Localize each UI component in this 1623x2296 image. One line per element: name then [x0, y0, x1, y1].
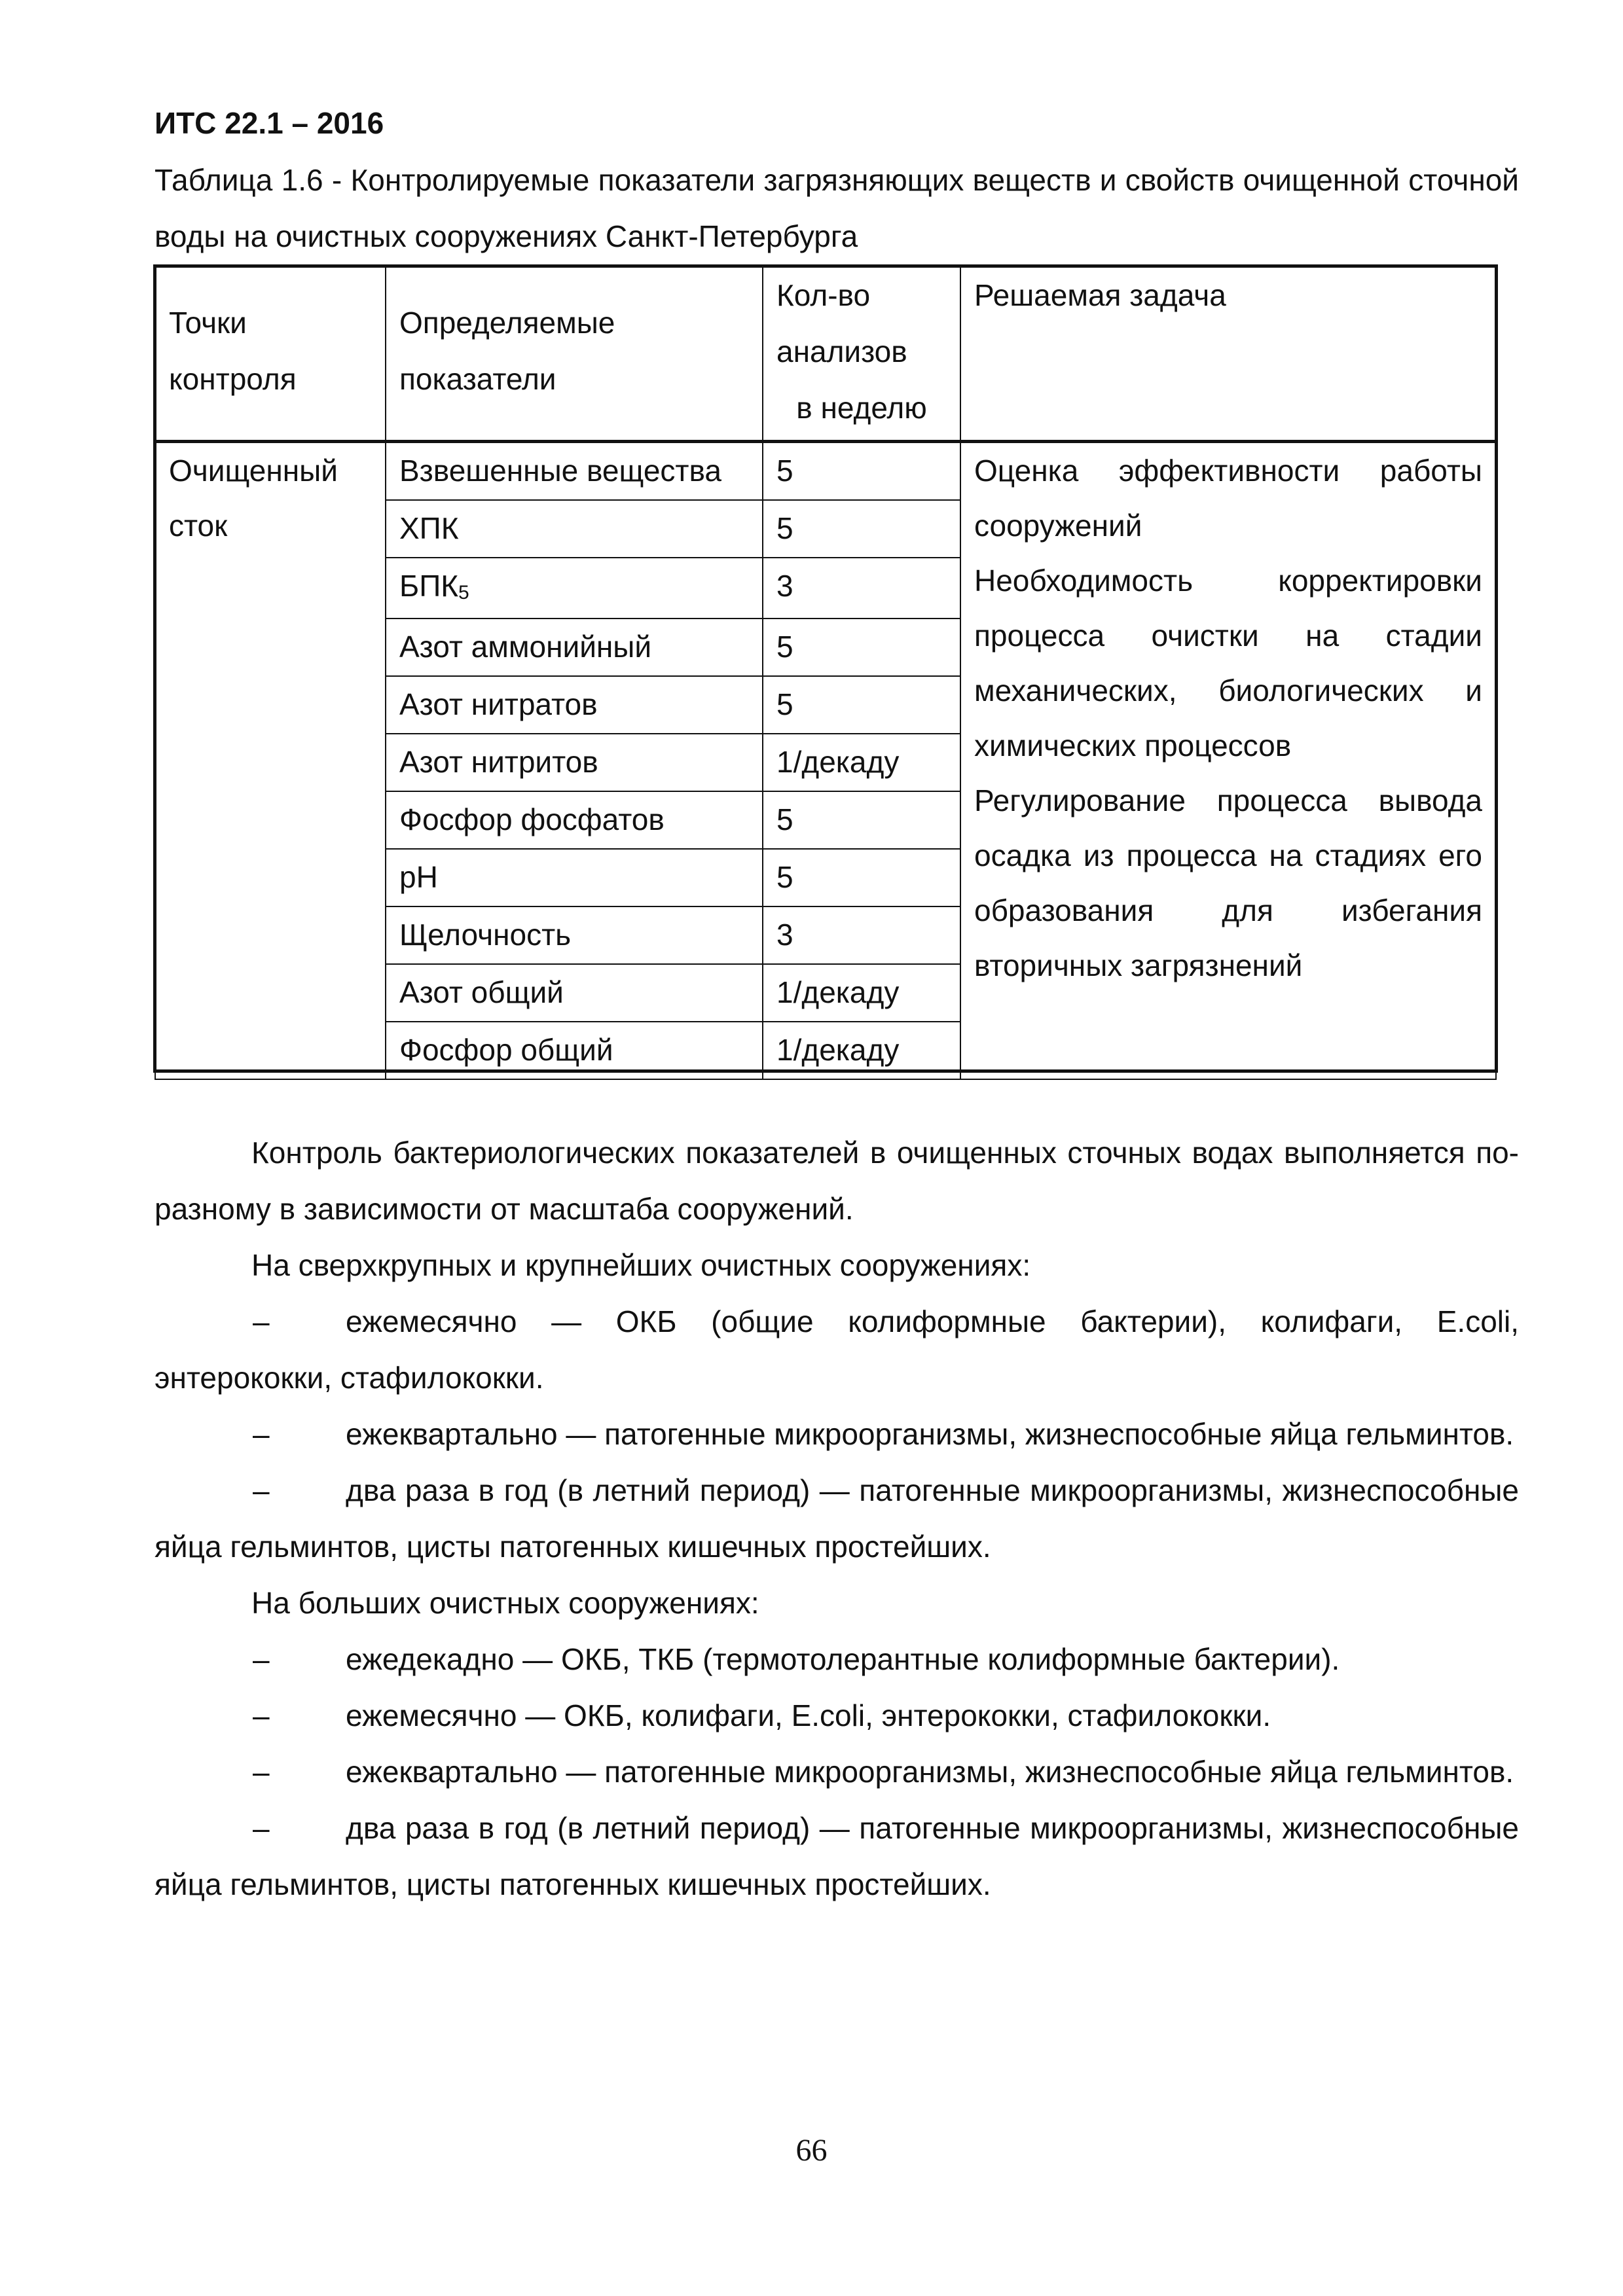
header-count: Кол-во анализов в неделю [763, 266, 960, 442]
subscript: 5 [458, 582, 469, 603]
task-item: Необходимость корректировки процесса очистки на стадии механических, биологических и химических процессов [974, 564, 1482, 762]
bullet-dash: – [253, 1811, 270, 1845]
count-cell: 5 [763, 676, 960, 734]
intro-paragraph: Контроль бактериологических показателей в очищенных сточных водах выполняется по-разному в зависимости от масштаба сооружений. [155, 1136, 1519, 1226]
indicator-cell: pH [386, 849, 763, 906]
indicator-cell: Фосфор фосфатов [386, 791, 763, 849]
count-cell: 5 [763, 849, 960, 906]
bullet-dash: – [253, 1473, 270, 1507]
table-header-row [155, 266, 1496, 442]
count-cell: 1/декаду [763, 964, 960, 1022]
header-indicator: Определяемые показатели [386, 266, 763, 442]
count-cell: 1/декаду [763, 734, 960, 791]
table-row [155, 442, 1496, 501]
indicator-cell: Взвешенные вещества [386, 442, 763, 501]
count-cell: 5 [763, 442, 960, 501]
bullet-dash: – [253, 1698, 270, 1732]
table-caption: Таблица 1.6 - Контролируемые показатели загрязняющих веществ и свойств очищенной сточной воды на очистных сооружениях Санкт-Петербурга [155, 163, 1519, 253]
indicator-cell: Фосфор общий [386, 1022, 763, 1079]
count-cell: 5 [763, 619, 960, 676]
bullet-dash: – [253, 1642, 270, 1676]
section-title: На больших очистных сооружениях: [251, 1586, 759, 1620]
document-code: ИТС 22.1 – 2016 [155, 106, 384, 140]
indicator-cell: Азот нитратов [386, 676, 763, 734]
section-title: На сверхкрупных и крупнейших очистных сооружениях: [251, 1248, 1031, 1282]
list-item: – ежеквартально — патогенные микроорганизмы, жизнеспособные яйца гельминтов. [155, 1744, 1519, 1800]
header-control-point: Точки контроля [155, 266, 386, 442]
count-cell: 5 [763, 791, 960, 849]
bullet-dash: – [253, 1304, 270, 1338]
list-item: – два раза в год (в летний период) — патогенные микроорганизмы, жизнеспособные яйца гельминтов, цисты патогенных кишечных простейших. [155, 1462, 1519, 1575]
count-cell: 5 [763, 500, 960, 558]
task-cell [960, 442, 1496, 1080]
indicators-table [155, 266, 1497, 1080]
task-item: Оценка эффективности работы сооружений [974, 454, 1482, 543]
indicator-cell: ХПК [386, 500, 763, 558]
list-item: – ежедекадно — ОКБ, ТКБ (термотолерантные колиформные бактерии). [155, 1631, 1519, 1687]
page-number: 66 [795, 2133, 828, 2168]
control-point-cell: Очищенный сток [155, 442, 386, 1080]
list-item: – два раза в год (в летний период) — патогенные микроорганизмы, жизнеспособные яйца гельминтов, цисты патогенных кишечных простейших. [155, 1800, 1519, 1912]
indicator-cell: Щелочность [386, 906, 763, 964]
body-text [155, 1124, 1519, 1912]
header-task: Решаемая задача [960, 266, 1496, 442]
indicator-cell: Азот аммонийный [386, 619, 763, 676]
indicator-cell: $БПК_5$ [386, 558, 763, 619]
indicator-cell: Азот общий [386, 964, 763, 1022]
list-item: – ежеквартально — патогенные микроорганизмы, жизнеспособные яйца гельминтов. [155, 1406, 1519, 1462]
list-item: – ежемесячно — ОКБ (общие колиформные бактерии), колифаги, E.coli, энтерококки, стафилококки. [155, 1293, 1519, 1406]
count-cell: 3 [763, 558, 960, 619]
task-item: Регулирование процесса вывода осадка из процесса на стадиях его образования для избегания вторичных загрязнений [974, 783, 1482, 982]
list-item: – ежемесячно — ОКБ, колифаги, E.coli, энтерококки, стафилококки. [155, 1687, 1519, 1744]
bullet-dash: – [253, 1755, 270, 1789]
count-cell: 1/декаду [763, 1022, 960, 1079]
indicator-cell: Азот нитритов [386, 734, 763, 791]
bullet-dash: – [253, 1417, 270, 1451]
count-cell: 3 [763, 906, 960, 964]
